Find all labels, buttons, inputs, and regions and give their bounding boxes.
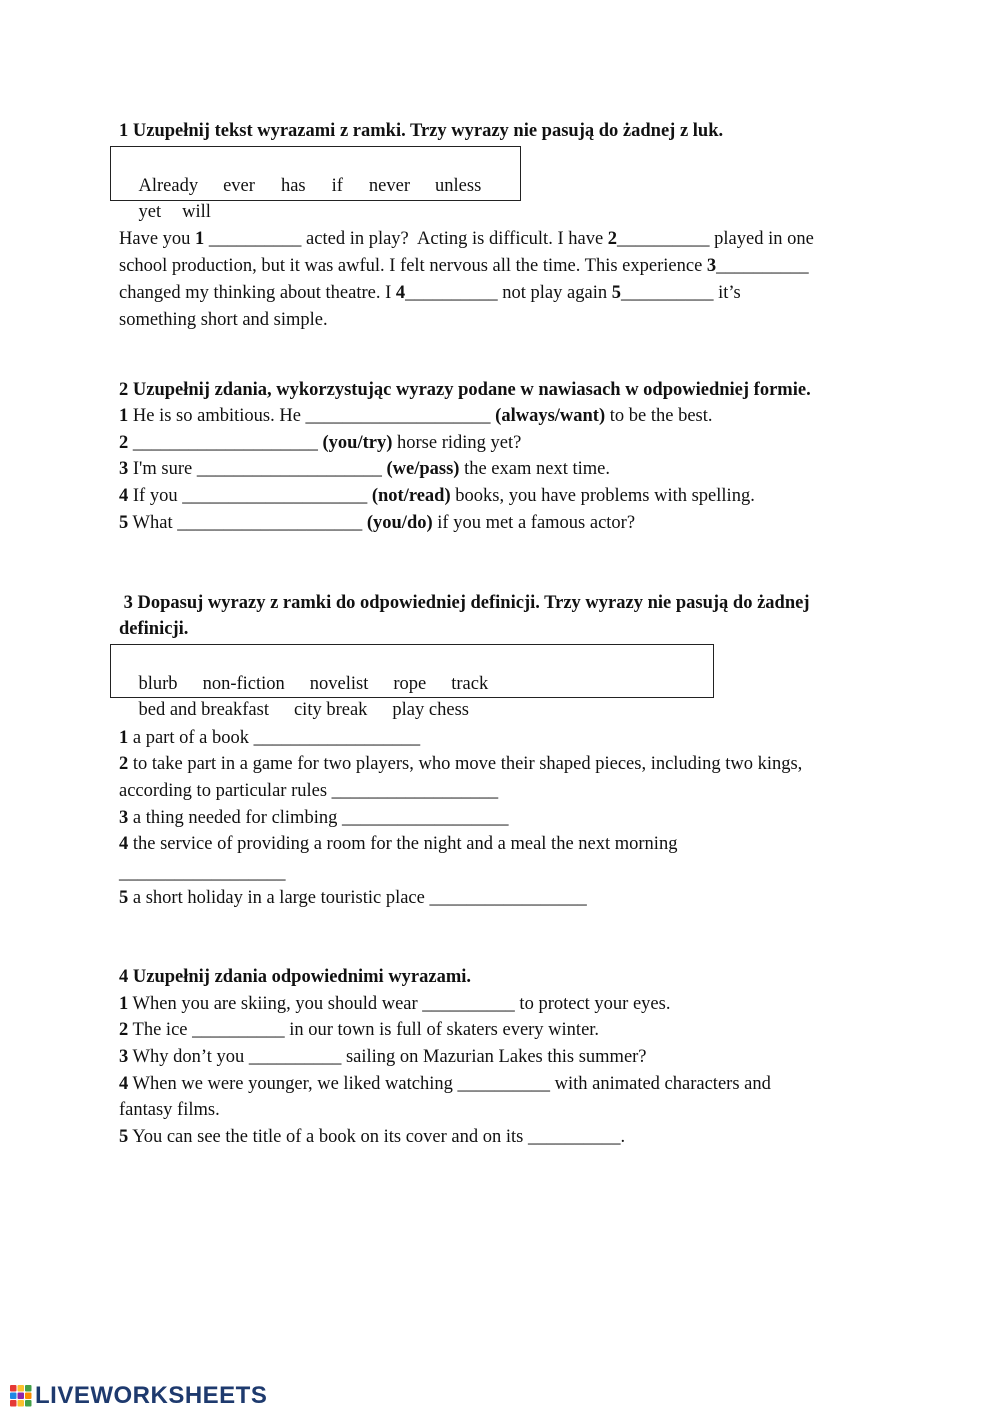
section1-heading: 1 Uzupełnij tekst wyrazami z ramki. Trzy wyrazy nie pasują do żadnej z luk. (119, 121, 724, 141)
text-segment: __________ played in one (617, 229, 814, 249)
item-text: according to particular rules __________________ (119, 781, 499, 801)
item-text: the service of providing a room for the night and a meal the next morning (128, 834, 678, 854)
word-never: never (368, 176, 411, 196)
item-text: If you ____________________ (128, 486, 372, 506)
section3-item-3 (119, 805, 508, 831)
item-text: You can see the title of a book on its cover and on its __________. (128, 1127, 626, 1147)
word-play-chess: play chess (392, 700, 469, 720)
section2-heading: 2 Uzupełnij zdania, wykorzystując wyrazy podane w nawiasach w odpowiedniej formie. (119, 380, 811, 400)
item-number: 5 (119, 513, 129, 533)
item-text: if you met a famous actor? (432, 513, 636, 533)
text-segment: school production, but it was awful. I felt nervous all the time. This experience (119, 256, 707, 276)
text-segment: something short and simple. (119, 310, 328, 330)
word-novelist: novelist (309, 674, 369, 694)
item-text: I'm sure ____________________ (128, 459, 387, 479)
item-text: Why don’t you __________ sailing on Mazurian Lakes this summer? (128, 1047, 647, 1067)
item-number: 1 (119, 728, 129, 748)
section3-item-2-cont (119, 778, 498, 804)
item-number: 5 (119, 888, 129, 908)
section3-item-1 (119, 725, 420, 751)
section2-item-5 (119, 510, 635, 536)
item-hint: (you/try) (322, 433, 393, 453)
section3-heading-line-2: definicji. (119, 619, 189, 639)
item-text: The ice __________ in our town is full of skaters every winter. (128, 1020, 600, 1040)
item-text: __________________ (119, 863, 286, 883)
liveworksheets-logo[interactable] (10, 1383, 267, 1409)
section2-item-3 (119, 456, 610, 482)
item-hint: (you/do) (366, 513, 433, 533)
item-number: 4 (119, 1074, 129, 1094)
word-rope: rope (393, 674, 427, 694)
word-non-fiction: non-fiction (202, 674, 285, 694)
section4-item-2 (119, 1017, 599, 1043)
item-number: 1 (119, 994, 129, 1014)
text-segment: __________ it’s (620, 283, 741, 303)
section4-item-5 (119, 1124, 625, 1150)
section4-item-4-cont (119, 1097, 220, 1123)
section3-item-4-cont (119, 860, 286, 886)
item-text: ____________________ (128, 433, 323, 453)
section4-item-1 (119, 991, 670, 1017)
word-blurb: blurb (138, 674, 178, 694)
word-has: has (280, 176, 306, 196)
gap-number: 5 (611, 283, 621, 303)
section1-text-line-3 (119, 280, 741, 306)
item-number: 2 (119, 433, 129, 453)
gap-number: 1 (195, 229, 205, 249)
text-segment: Have you (119, 229, 196, 249)
item-text: books, you have problems with spelling. (450, 486, 755, 506)
gap-number: 4 (395, 283, 406, 303)
text-segment: __________ not play again (405, 283, 612, 303)
item-text: He is so ambitious. He ____________________ (128, 406, 496, 426)
section4-heading: 4 Uzupełnij zdania odpowiednimi wyrazami. (119, 967, 472, 987)
section3-item-2 (119, 751, 802, 777)
item-text: a short holiday in a large touristic place _________________ (128, 888, 587, 908)
section3-heading-line-1: 3 Dopasuj wyrazy z ramki do odpowiedniej definicji. Trzy wyrazy nie pasują do żadnej (119, 593, 810, 613)
item-number: 5 (119, 1127, 129, 1147)
logo-text: LIVEWORKSHEETS (35, 1382, 268, 1409)
item-text: a thing needed for climbing __________________ (128, 808, 509, 828)
text-segment: __________ acted in play? Acting is difficult. I have (204, 229, 608, 249)
section1-text-line-1 (119, 226, 814, 252)
gap-number: 2 (607, 229, 618, 249)
section1-text-line-2 (119, 253, 809, 279)
word-already: Already (138, 176, 199, 196)
item-text: the exam next time. (459, 459, 610, 479)
item-text: When you are skiing, you should wear __________ to protect your eyes. (128, 994, 671, 1014)
section3-item-5 (119, 885, 587, 911)
item-text: horse riding yet? (392, 433, 522, 453)
section2-item-1 (119, 403, 713, 429)
item-hint: (always/want) (495, 406, 606, 426)
item-text: fantasy films. (119, 1100, 220, 1120)
text-segment: __________ (716, 256, 809, 276)
item-text: to be the best. (605, 406, 713, 426)
item-hint: (not/read) (371, 486, 451, 506)
item-number: 2 (119, 754, 129, 774)
item-number: 1 (119, 406, 129, 426)
section2-item-2 (119, 430, 521, 456)
item-number: 3 (119, 1047, 129, 1067)
word-bed-and-breakfast: bed and breakfast (138, 700, 269, 720)
word-yet: yet (138, 202, 162, 222)
word-track: track (451, 674, 489, 694)
section3-item-4 (119, 831, 677, 857)
item-number: 4 (119, 834, 129, 854)
item-number: 4 (119, 486, 129, 506)
section1-text-line-4 (119, 307, 328, 333)
section4-item-3 (119, 1044, 647, 1070)
section1-word-box (110, 146, 521, 222)
item-number: 3 (119, 459, 129, 479)
section4-item-4 (119, 1071, 771, 1097)
word-ever: ever (223, 176, 255, 196)
item-text: a part of a book __________________ (128, 728, 421, 748)
item-text: to take part in a game for two players, who move their shaped pieces, including two kings, (128, 754, 803, 774)
word-unless: unless (435, 176, 482, 196)
gap-number: 3 (706, 256, 717, 276)
item-number: 3 (119, 808, 129, 828)
item-text: What ____________________ (128, 513, 367, 533)
liveworksheets-logo-icon (10, 1385, 32, 1407)
word-will: will (182, 202, 211, 222)
word-city-break: city break (293, 700, 368, 720)
text-segment: changed my thinking about theatre. I (119, 283, 396, 303)
item-number: 2 (119, 1020, 129, 1040)
item-hint: (we/pass) (386, 459, 460, 479)
word-if: if (331, 176, 343, 196)
item-text: When we were younger, we liked watching __________ with animated characters and (128, 1074, 771, 1094)
section2-item-4 (119, 483, 755, 509)
section3-word-box (110, 644, 714, 720)
